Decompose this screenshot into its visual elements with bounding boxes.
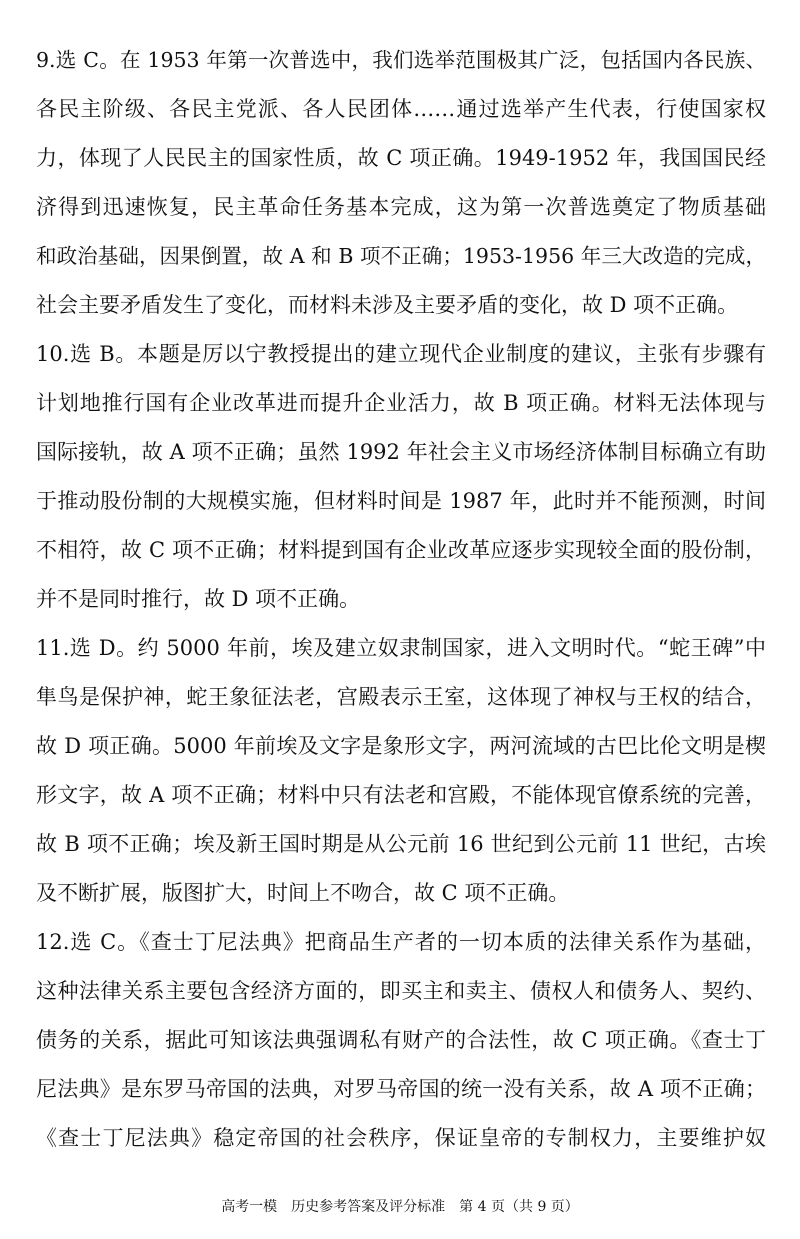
text-line: 12.选 C。《查士丁尼法典》把商品生产者的一切本质的法律关系作为基础， bbox=[36, 930, 766, 954]
answer-explanations bbox=[36, 36, 766, 1163]
text-line: 这种法律关系主要包含经济方面的，即买主和卖主、债权人和债务人、契约、 bbox=[36, 979, 766, 1003]
text-line: 计划地推行国有企业改革进而提升企业活力，故 B 项正确。材料无法体现与 bbox=[36, 391, 766, 415]
text-line: 于推动股份制的大规模实施，但材料时间是 1987 年，此时并不能预测，时间 bbox=[36, 489, 766, 513]
text-line: 故 B 项不正确；埃及新王国时期是从公元前 16 世纪到公元前 11 世纪，古埃 bbox=[36, 832, 766, 856]
text-line: 故 D 项正确。5000 年前埃及文字是象形文字，两河流域的古巴比伦文明是楔 bbox=[36, 734, 766, 758]
answer-paragraph-9 bbox=[36, 36, 766, 330]
text-line: 各民主阶级、各民主党派、各人民团体……通过选举产生代表，行使国家权 bbox=[36, 97, 766, 121]
text-line: 形文字，故 A 项不正确；材料中只有法老和宫殿，不能体现官僚系统的完善， bbox=[36, 783, 766, 807]
text-line: 济得到迅速恢复，民主革命任务基本完成，这为第一次普选奠定了物质基础 bbox=[36, 195, 766, 219]
text-line: 不相符，故 C 项不正确；材料提到国有企业改革应逐步实现较全面的股份制， bbox=[36, 538, 766, 562]
text-line: 并不是同时推行，故 D 项不正确。 bbox=[36, 587, 361, 611]
text-line: 及不断扩展，版图扩大，时间上不吻合，故 C 项不正确。 bbox=[36, 881, 570, 905]
text-line: 隼鸟是保护神，蛇王象征法老，宫殿表示王室，这体现了神权与王权的结合， bbox=[36, 685, 766, 709]
answer-paragraph-11 bbox=[36, 624, 766, 918]
text-line: 和政治基础，因果倒置，故 A 和 B 项不正确；1953-1956 年三大改造的完成， bbox=[36, 244, 766, 268]
text-line: 尼法典》是东罗马帝国的法典，对罗马帝国的统一没有关系，故 A 项不正确； bbox=[36, 1077, 766, 1101]
text-line: 力，体现了人民民主的国家性质，故 C 项正确。1949-1952 年，我国国民经 bbox=[36, 146, 766, 170]
text-line: 10.选 B。本题是厉以宁教授提出的建立现代企业制度的建议，主张有步骤有 bbox=[36, 342, 766, 366]
text-line: 社会主要矛盾发生了变化，而材料未涉及主要矛盾的变化，故 D 项不正确。 bbox=[36, 293, 739, 317]
text-line: 11.选 D。约 5000 年前，埃及建立奴隶制国家，进入文明时代。“蛇王碑”中 bbox=[36, 636, 766, 660]
text-line: 《查士丁尼法典》稳定帝国的社会秩序，保证皇帝的专制权力，主要维护奴 bbox=[36, 1126, 766, 1150]
answer-paragraph-10 bbox=[36, 330, 766, 624]
text-line: 国际接轨，故 A 项不正确；虽然 1992 年社会主义市场经济体制目标确立有助 bbox=[36, 440, 766, 464]
page-footer: 高考一模 历史参考答案及评分标准 第 4 页（共 9 页） bbox=[221, 1199, 579, 1215]
text-line: 债务的关系，据此可知该法典强调私有财产的合法性，故 C 项正确。《查士丁 bbox=[36, 1028, 766, 1052]
text-line: 9.选 C。在 1953 年第一次普选中，我们选举范围极其广泛，包括国内各民族、 bbox=[36, 48, 766, 72]
answer-paragraph-12 bbox=[36, 918, 766, 1163]
